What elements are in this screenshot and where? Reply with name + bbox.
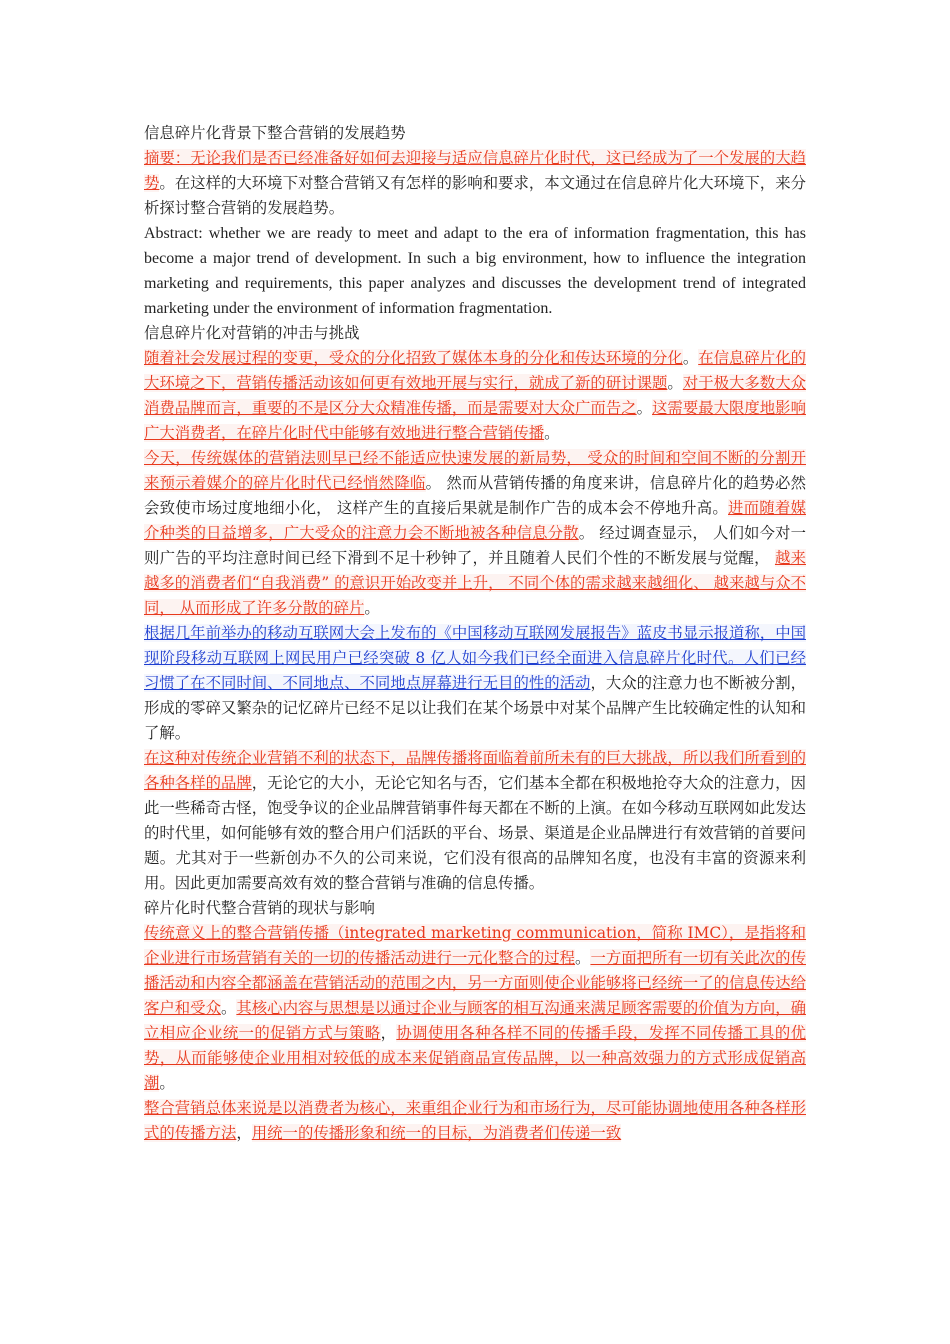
text-run: 。: [544, 424, 560, 442]
highlighted-text-run: 协调使用各种各样不同的传播手段，发挥不同传播工具的优势，从而能够使企业用相对较低的成本来促销商品宣传品牌，以一种高效强力的方式形成促销高潮: [144, 1024, 806, 1092]
section-heading-impact: 信息碎片化对营销的冲击与挑战: [144, 324, 360, 342]
text-run: 。: [575, 949, 591, 967]
section-heading-status: 碎片化时代整合营销的现状与影响: [144, 899, 375, 917]
paragraph-media-fragmentation: [144, 346, 806, 446]
highlighted-text-run: 整合营销总体来说是以消费者为核心，来重组企业行为和市场行为，尽可能协调地使用各种各样形式的传播方法: [144, 1099, 806, 1142]
text-run: 。在这样的大环境下对整合营销又有怎样的影响和要求，本文通过在信息碎片化大环境下，来分析探讨整合营销的发展趋势。: [144, 174, 806, 217]
text-run: 。: [682, 349, 699, 367]
highlighted-text-run: 在信息碎片化的大环境之下，营销传播活动该如何更有效地开展与实行，就成了新的研讨课题: [144, 349, 806, 392]
paragraph-brand-challenge: [144, 746, 806, 896]
text-run: 。 经过调查显示， 人们如今对一则广告的平均注意时间已经下滑到不足十秒钟了，并且随着人民们个性的不断发展与觉醒，: [144, 524, 806, 567]
paragraph-consumer-core: [144, 1096, 806, 1146]
text-run: ，无论它的大小，无论它知名与否，它们基本全都在积极地抢夺大众的注意力，因此一些稀奇古怪，饱受争议的企业品牌营销事件每天都在不断的上演。在如今移动互联网如此发达的时代里，如何能够有效的整合用户们活跃的平台、场景、渠道是企业品牌进行有效营销的首要问题。尤其对于一些新创办不久的公司来说，它们没有很高的品牌知名度，也没有丰富的资源来利用。因此更加需要高效有效的整合营销与准确的信息传播。: [144, 774, 806, 892]
highlighted-text-run: 随着社会发展过程的变更，受众的分化招致了媒体本身的分化和传达环境的分化: [144, 349, 683, 367]
text-run: 。 然而从营销传播的角度来讲，信息碎片化的趋势必然会致使市场过度地细小化， 这样产生的直接后果就是制作广告的成本会不停地升高。: [144, 474, 806, 517]
abstract-english: Abstract: whether we are ready to meet and adapt to the era of information fragmentation, this has become a major trend of development. In such a big environment, how to influence the integration marketing and requirements, this paper analyzes and discusses the development trend of integrated marketing under the environment of information fragmentation.: [144, 225, 806, 317]
document-page: [144, 121, 806, 1146]
text-run: ，: [380, 1024, 397, 1042]
text-run: 。: [636, 399, 653, 417]
highlighted-text-run: 在这种对传统企业营销不利的状态下，品牌传播将面临着前所未有的巨大挑战，所以我们所看到的各种各样的品牌: [144, 749, 806, 792]
text-run: ，大众的注意力也不断被分割，形成的零碎又繁杂的记忆碎片已经不足以让我们在某个场景中对某个品牌产生比较确定性的认知和了解。: [144, 674, 806, 742]
highlighted-text-run: 今天，传统媒体的营销法则早已经不能适应快速发展的新局势， 受众的时间和空间不断的分割开来预示着媒介的碎片化时代已经悄然降临: [144, 449, 806, 492]
text-run: 。: [667, 374, 683, 392]
paragraph-traditional-media: [144, 446, 806, 621]
highlighted-text-run: 传统意义上的整合营销传播（integrated marketing communication，简称 IMC），是指将和企业进行市场营销有关的一切的传播活动进行一元化整合的过程: [144, 924, 806, 967]
highlighted-text-run: 其核心内容与思想是以通过企业与顾客的相互沟通来满足顾客需要的价值为方向，确立相应企业统一的促销方式与策略: [144, 999, 806, 1042]
text-run: ，: [236, 1124, 252, 1142]
highlighted-text-run: 一方面把所有一切有关此次的传播活动和内容全都涵盖在营销活动的范围之内，另一方面则使企业能够将已经统一了的信息传达给客户和受众: [144, 949, 806, 1017]
highlighted-text-run: 这需要最大限度地影响广大消费者，在碎片化时代中能够有效地进行整合营销传播: [144, 399, 806, 442]
paragraph-imc-definition: [144, 921, 806, 1096]
highlighted-text-run: 摘要：无论我们是否已经准备好如何去迎接与适应信息碎片化时代，这已经成为了一个发展的大趋势: [144, 149, 806, 192]
text-run: 。: [159, 1074, 175, 1092]
abstract-chinese: [144, 146, 806, 221]
paragraph-mobile-internet-report: [144, 621, 806, 746]
document-title: 信息碎片化背景下整合营销的发展趋势: [144, 124, 406, 142]
highlighted-text-run: 对于极大多数大众消费品牌而言，重要的不是区分大众精准传播，而是需要对大众广而告之: [144, 374, 806, 417]
highlighted-text-run: 越来越多的消费者们“自我消费” 的意识开始改变并上升， 不同个体的需求越来越细化、 越来越与众不同， 从而形成了许多分散的碎片: [144, 549, 806, 617]
text-run: 。: [220, 999, 237, 1017]
highlighted-text-run: 进而随着媒介种类的日益增多，广大受众的注意力会不断地被各种信息分散: [144, 499, 806, 542]
text-run: 。: [364, 599, 380, 617]
highlighted-text-run: 根据几年前举办的移动互联网大会上发布的《中国移动互联网发展报告》蓝皮书显示报道称，中国现阶段移动互联网上网民用户已经突破 8 亿人如今我们已经全面进入信息碎片化时代。人们已经习惯了在不同时间、不同地点、不同地点屏幕进行无目的性的活动: [144, 624, 806, 692]
highlighted-text-run: 用统一的传播形象和统一的目标，为消费者们传递一致: [251, 1124, 622, 1142]
